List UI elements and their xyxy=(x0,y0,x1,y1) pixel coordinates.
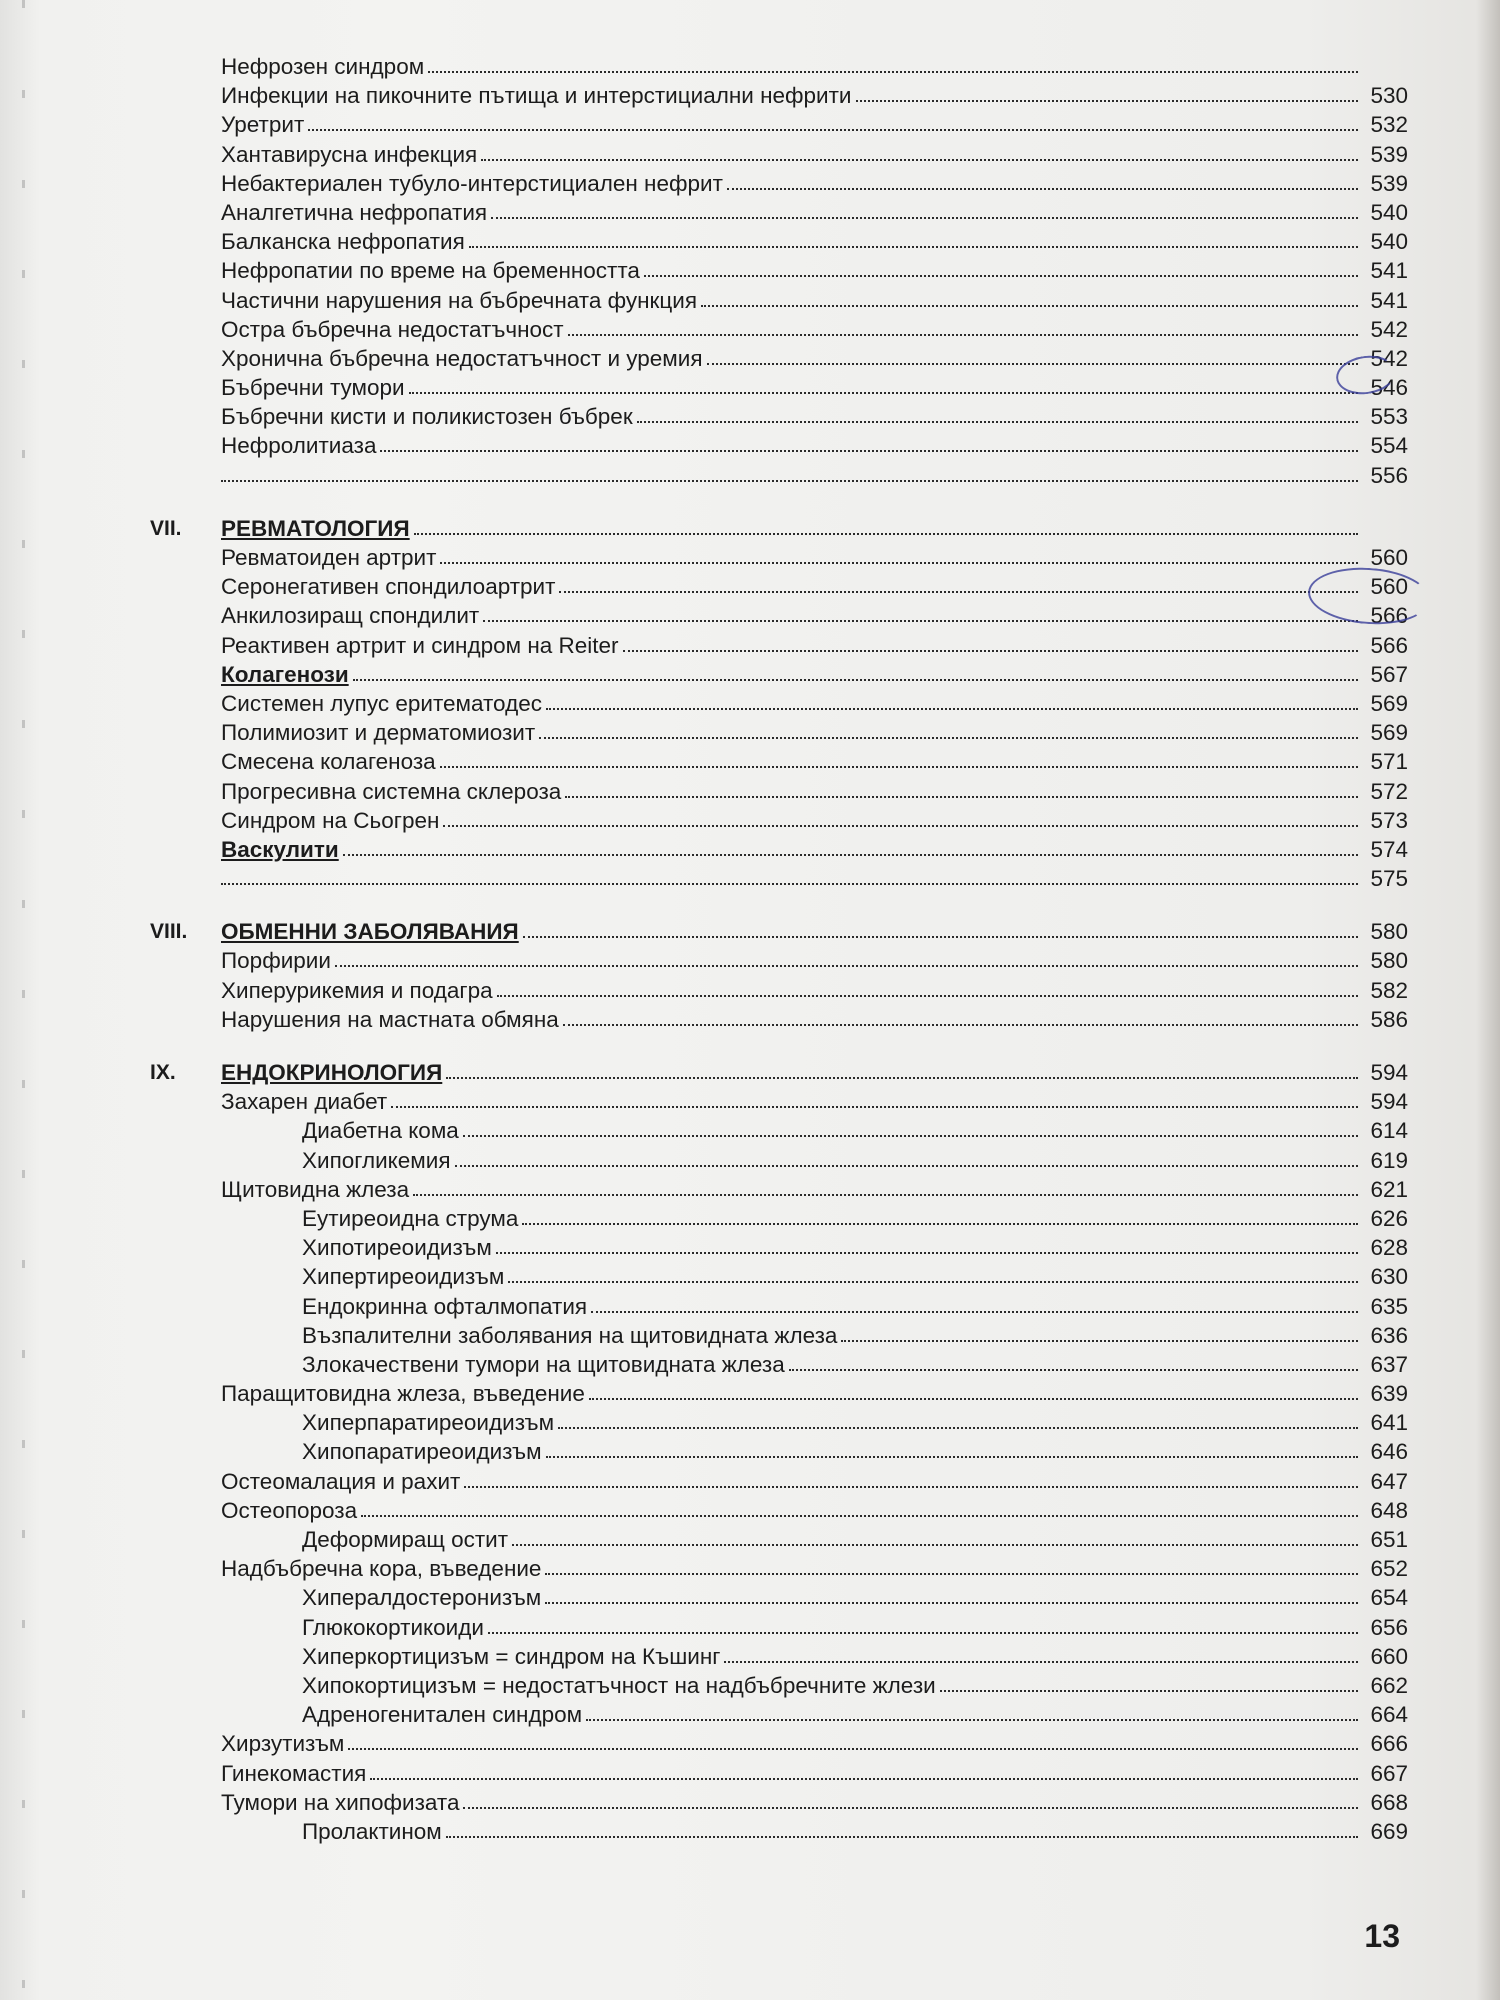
toc-page-number: 580 xyxy=(1370,948,1408,974)
toc-page-number: 626 xyxy=(1370,1205,1408,1231)
toc-entry-title: Хиперкортицизъм = синдром на Къшинг xyxy=(302,1643,721,1669)
dot-leader xyxy=(481,159,1358,161)
toc-entry-row xyxy=(0,1379,1500,1408)
dot-leader xyxy=(522,1223,1358,1225)
toc-entry-title: Бъбречни тумори xyxy=(221,375,405,401)
toc-entry-row xyxy=(0,835,1500,864)
toc-page-number: 669 xyxy=(1370,1818,1408,1844)
toc-entry-row xyxy=(0,946,1500,975)
toc-entry-title: Хиперпаратиреоидизъм xyxy=(302,1410,555,1436)
toc-entry-title: Прогресивна системна склероза xyxy=(221,778,562,804)
toc-page-number: 662 xyxy=(1370,1672,1408,1698)
toc-entry-row xyxy=(0,315,1500,344)
toc-entry-title: ОБМЕННИ ЗАБОЛЯВАНИЯ xyxy=(221,919,519,945)
toc-entry-row xyxy=(0,373,1500,402)
toc-entry-row xyxy=(0,660,1500,689)
toc-entry-row xyxy=(0,1671,1500,1700)
toc-page-number: 574 xyxy=(1370,836,1408,862)
toc-chapter-row xyxy=(0,1058,1500,1087)
toc-entry-row xyxy=(0,777,1500,806)
toc-entry-title: Хиперурикемия и подагра xyxy=(221,977,493,1003)
toc-entry-row xyxy=(0,1437,1500,1466)
toc-page-number: 541 xyxy=(1370,287,1408,313)
toc-entry-title: Тумори на хипофизата xyxy=(221,1789,460,1815)
toc-entry-title: Хипотиреоидизъм xyxy=(302,1235,492,1261)
toc-entry-row xyxy=(0,286,1500,315)
toc-entry-title: Остра бъбречна недостатъчност xyxy=(221,316,564,342)
toc-entry-row xyxy=(0,1700,1500,1729)
toc-chapter-row xyxy=(0,917,1500,946)
dot-leader xyxy=(856,100,1358,102)
toc-page-number: 540 xyxy=(1370,199,1408,225)
toc-entry-row xyxy=(0,1005,1500,1034)
toc-entry-title: Адреногенитален синдром xyxy=(302,1702,583,1728)
toc-page-number: 554 xyxy=(1370,433,1408,459)
toc-page-number: 539 xyxy=(1370,170,1408,196)
chapter-number: VII. xyxy=(150,516,182,540)
toc-page-number: 553 xyxy=(1370,404,1408,430)
toc-entry-title: Хирзутизъм xyxy=(221,1731,345,1757)
table-of-contents xyxy=(0,52,1500,1846)
dot-leader xyxy=(497,995,1358,997)
toc-entry-title: Системен лупус еритематодес xyxy=(221,690,542,716)
dot-leader xyxy=(523,936,1358,938)
toc-page-number: 569 xyxy=(1370,720,1408,746)
toc-entry-title: Възпалителни заболявания на щитовидната жлеза xyxy=(302,1322,838,1348)
dot-leader xyxy=(343,854,1358,856)
dot-leader xyxy=(455,1165,1358,1167)
toc-entry-row xyxy=(0,976,1500,1005)
section-gap xyxy=(0,1034,1500,1058)
toc-entry-row xyxy=(0,1292,1500,1321)
toc-entry-row xyxy=(0,1554,1500,1583)
toc-page-number: 667 xyxy=(1370,1760,1408,1786)
toc-entry-title: Паращитовидна жлеза, въведение xyxy=(221,1381,585,1407)
section-gap xyxy=(0,893,1500,917)
dot-leader xyxy=(508,1281,1358,1283)
dot-leader xyxy=(701,305,1358,307)
toc-entry-title: Хипогликемия xyxy=(302,1147,451,1173)
toc-entry-title: Полимиозит и дерматомиозит xyxy=(221,720,536,746)
toc-page-number: 621 xyxy=(1370,1176,1408,1202)
toc-page-number: 530 xyxy=(1370,83,1408,109)
toc-page-number: 560 xyxy=(1370,574,1408,600)
toc-entry-row xyxy=(0,1408,1500,1437)
toc-entry-title: Нефропатии по време на бременността xyxy=(221,258,640,284)
dot-leader xyxy=(391,1106,1358,1108)
toc-entry-title: Аналгетична нефропатия xyxy=(221,199,488,225)
toc-entry-title: Частични нарушения на бъбречната функция xyxy=(221,287,698,313)
toc-entry-row xyxy=(0,1729,1500,1758)
toc-entry-title: Инфекции на пикочните пътища и интерстициални нефрити xyxy=(221,83,852,109)
toc-entry-row xyxy=(0,256,1500,285)
dot-leader xyxy=(440,562,1358,564)
dot-leader xyxy=(463,1807,1358,1809)
dot-leader xyxy=(443,825,1358,827)
toc-entry-row xyxy=(0,806,1500,835)
dot-leader xyxy=(559,591,1358,593)
dot-leader xyxy=(353,679,1358,681)
toc-entry-row xyxy=(0,461,1500,490)
toc-entry-title: Злокачествени тумори на щитовидната жлеза xyxy=(302,1351,785,1377)
toc-entry-row xyxy=(0,227,1500,256)
toc-entry-title: Гинекомастия xyxy=(221,1760,367,1786)
dot-leader xyxy=(545,1573,1358,1575)
dot-leader xyxy=(446,1836,1358,1838)
toc-entry-row xyxy=(0,1467,1500,1496)
toc-entry-title: РЕВМАТОЛОГИЯ xyxy=(221,515,410,541)
toc-entry-title: Небактериален тубуло-интерстициален нефрит xyxy=(221,170,723,196)
dot-leader xyxy=(724,1661,1358,1663)
toc-entry-row xyxy=(0,1262,1500,1291)
dot-leader xyxy=(428,71,1358,73)
dot-leader xyxy=(586,1719,1358,1721)
toc-entry-row xyxy=(0,1087,1500,1116)
dot-leader xyxy=(463,1135,1358,1137)
toc-entry-row xyxy=(0,1759,1500,1788)
toc-entry-row xyxy=(0,1788,1500,1817)
toc-entry-row xyxy=(0,718,1500,747)
toc-entry-title: Синдром на Сьогрен xyxy=(221,807,440,833)
toc-entry-row xyxy=(0,1350,1500,1379)
toc-entry-row xyxy=(0,1175,1500,1204)
toc-page-number: 540 xyxy=(1370,229,1408,255)
toc-entry-title: Пролактином xyxy=(302,1818,442,1844)
toc-entry-row xyxy=(0,52,1500,81)
dot-leader xyxy=(558,1427,1358,1429)
toc-entry-row xyxy=(0,601,1500,630)
dot-leader xyxy=(789,1369,1358,1371)
dot-leader xyxy=(637,421,1358,423)
dot-leader xyxy=(568,334,1358,336)
toc-entry-row xyxy=(0,1146,1500,1175)
toc-entry-row xyxy=(0,431,1500,460)
toc-entry-row xyxy=(0,1496,1500,1525)
toc-entry-title: Хипералдостеронизъм xyxy=(302,1585,542,1611)
dot-leader xyxy=(464,1486,1358,1488)
section-gap xyxy=(0,490,1500,514)
toc-entry-row xyxy=(0,1613,1500,1642)
dot-leader xyxy=(469,246,1358,248)
toc-page-number: 635 xyxy=(1370,1293,1408,1319)
toc-entry-row xyxy=(0,1817,1500,1846)
toc-page-number: 619 xyxy=(1370,1147,1408,1173)
toc-page-number: 541 xyxy=(1370,258,1408,284)
dot-leader xyxy=(539,737,1358,739)
toc-page-number: 654 xyxy=(1370,1585,1408,1611)
dot-leader xyxy=(644,275,1358,277)
toc-page-number: 594 xyxy=(1370,1060,1408,1085)
toc-entry-title: Нефролитиаза xyxy=(221,433,377,459)
toc-page-number: 614 xyxy=(1370,1118,1408,1144)
toc-entry-title: Хипертиреоидизъм xyxy=(302,1264,505,1290)
toc-entry-row xyxy=(0,1525,1500,1554)
toc-page-number: 637 xyxy=(1370,1351,1408,1377)
toc-page-number: 666 xyxy=(1370,1731,1408,1757)
toc-entry-title: Хипокортицизъм = недостатъчност на надбъбречните жлези xyxy=(302,1672,936,1698)
toc-page-number: 636 xyxy=(1370,1322,1408,1348)
dot-leader xyxy=(496,1252,1358,1254)
toc-page-number: 641 xyxy=(1370,1410,1408,1436)
toc-entry-row xyxy=(0,81,1500,110)
toc-page-number: 567 xyxy=(1370,661,1408,687)
toc-entry-title: Захарен диабет xyxy=(221,1089,388,1115)
toc-entry-row xyxy=(0,1642,1500,1671)
toc-entry-row xyxy=(0,110,1500,139)
toc-entry-title: Ендокринна офталмопатия xyxy=(302,1293,588,1319)
toc-entry-title: Остеомалация и рахит xyxy=(221,1468,461,1494)
toc-entry-row xyxy=(0,543,1500,572)
toc-page-number: 594 xyxy=(1370,1089,1408,1115)
dot-leader xyxy=(335,965,1358,967)
dot-leader xyxy=(413,1194,1358,1196)
dot-leader xyxy=(591,1311,1358,1313)
toc-page-number: 575 xyxy=(1370,866,1408,892)
toc-entry-row xyxy=(0,198,1500,227)
dot-leader xyxy=(563,1024,1358,1026)
dot-leader xyxy=(446,1077,1358,1079)
toc-entry-row xyxy=(0,631,1500,660)
dot-leader xyxy=(361,1515,1358,1517)
toc-page-number: 652 xyxy=(1370,1556,1408,1582)
dot-leader xyxy=(221,480,1358,482)
dot-leader xyxy=(409,392,1358,394)
dot-leader xyxy=(841,1340,1358,1342)
toc-entry-row xyxy=(0,1321,1500,1350)
toc-page-number: 580 xyxy=(1370,919,1408,945)
toc-entry-title: Бъбречни кисти и поликистозен бъбрек xyxy=(221,404,633,430)
toc-page-number: 628 xyxy=(1370,1235,1408,1261)
toc-entry-title: Еутиреоидна струма xyxy=(302,1205,519,1231)
dot-leader xyxy=(546,708,1358,710)
dot-leader xyxy=(488,1632,1358,1634)
toc-entry-title: Ревматоиден артрит xyxy=(221,545,437,570)
toc-entry-row xyxy=(0,689,1500,718)
toc-page-number: 572 xyxy=(1370,778,1408,804)
dot-leader xyxy=(348,1748,1358,1750)
toc-entry-title: Порфирии xyxy=(221,948,331,974)
toc-page-number: 656 xyxy=(1370,1614,1408,1640)
page-number: 13 xyxy=(1364,1918,1400,1954)
toc-page-number: 647 xyxy=(1370,1468,1408,1494)
toc-entry-title: Смесена колагеноза xyxy=(221,749,436,775)
toc-entry-row xyxy=(0,140,1500,169)
toc-page-number: 586 xyxy=(1370,1006,1408,1032)
dot-leader xyxy=(380,450,1358,452)
toc-page-number: 660 xyxy=(1370,1643,1408,1669)
toc-page-number: 651 xyxy=(1370,1527,1408,1552)
toc-entry-row xyxy=(0,344,1500,373)
toc-entry-title: Хронична бъбречна недостатъчност и уремия xyxy=(221,345,703,371)
toc-entry-title: Глюкокортикоиди xyxy=(302,1614,484,1640)
toc-entry-title: Васкулити xyxy=(221,836,339,862)
toc-page-number: 542 xyxy=(1370,316,1408,342)
toc-page-number: 630 xyxy=(1370,1264,1408,1290)
dot-leader xyxy=(707,363,1358,365)
toc-entry-row xyxy=(0,864,1500,893)
toc-page-number: 646 xyxy=(1370,1439,1408,1465)
toc-page-number: 648 xyxy=(1370,1497,1408,1523)
toc-entry-title: ЕНДОКРИНОЛОГИЯ xyxy=(221,1060,443,1085)
dot-leader xyxy=(221,883,1358,885)
toc-page-number: 532 xyxy=(1370,112,1408,138)
toc-entry-row xyxy=(0,169,1500,198)
dot-leader xyxy=(940,1690,1358,1692)
toc-page-number: 569 xyxy=(1370,690,1408,716)
toc-entry-title: Реактивен артрит и синдром на Reiter xyxy=(221,632,619,658)
toc-page-number: 546 xyxy=(1370,375,1408,401)
dot-leader xyxy=(440,766,1358,768)
toc-entry-row xyxy=(0,747,1500,776)
dot-leader xyxy=(370,1778,1358,1780)
toc-entry-title: Надбъбречна кора, въведение xyxy=(221,1556,542,1582)
toc-page-number: 582 xyxy=(1370,977,1408,1003)
dot-leader xyxy=(483,620,1358,622)
dot-leader xyxy=(545,1602,1358,1604)
toc-page-number: 668 xyxy=(1370,1789,1408,1815)
dot-leader xyxy=(623,650,1358,652)
dot-leader xyxy=(589,1398,1358,1400)
toc-entry-row xyxy=(0,572,1500,601)
toc-entry-title: Серонегативен спондилоартрит xyxy=(221,574,556,600)
toc-page-number: 539 xyxy=(1370,141,1408,167)
toc-page-number: 566 xyxy=(1370,632,1408,658)
dot-leader xyxy=(491,217,1358,219)
dot-leader xyxy=(308,129,1358,131)
toc-entry-row xyxy=(0,402,1500,431)
toc-entry-title: Хантавирусна инфекция xyxy=(221,141,478,167)
toc-entry-title: Балканска нефропатия xyxy=(221,229,465,255)
toc-entry-title: Анкилозиращ спондилит xyxy=(221,603,480,629)
toc-page-number: 560 xyxy=(1370,545,1408,570)
toc-page-number: 573 xyxy=(1370,807,1408,833)
toc-entry-title: Щитовидна жлеза xyxy=(221,1176,410,1202)
toc-page-number: 556 xyxy=(1370,462,1408,488)
toc-entry-row xyxy=(0,1116,1500,1145)
toc-entry-title: Нарушения на мастната обмяна xyxy=(221,1006,559,1032)
dot-leader xyxy=(546,1456,1358,1458)
dot-leader xyxy=(565,796,1358,798)
toc-page-number: 639 xyxy=(1370,1381,1408,1407)
toc-chapter-row xyxy=(0,514,1500,543)
toc-page-number: 571 xyxy=(1370,749,1408,775)
toc-entry-title: Хипопаратиреоидизъм xyxy=(302,1439,542,1465)
toc-entry-row xyxy=(0,1583,1500,1612)
chapter-number: IX. xyxy=(150,1061,176,1084)
dot-leader xyxy=(727,188,1358,190)
chapter-number: VIII. xyxy=(150,920,188,944)
toc-page-number: 566 xyxy=(1370,603,1408,629)
toc-entry-row xyxy=(0,1204,1500,1233)
toc-entry-title: Нефрозен синдром xyxy=(221,54,425,79)
toc-entry-title: Деформиращ остит xyxy=(302,1527,509,1552)
toc-entry-title: Диабетна кома xyxy=(302,1118,459,1144)
toc-page-number: 542 xyxy=(1370,345,1408,371)
toc-entry-row xyxy=(0,1233,1500,1262)
toc-entry-title: Колагенози xyxy=(221,661,349,687)
toc-entry-title: Уретрит xyxy=(221,112,305,138)
dot-leader xyxy=(512,1544,1358,1546)
toc-page-number: 664 xyxy=(1370,1702,1408,1728)
dot-leader xyxy=(414,533,1358,535)
toc-entry-title: Остеопороза xyxy=(221,1497,358,1523)
